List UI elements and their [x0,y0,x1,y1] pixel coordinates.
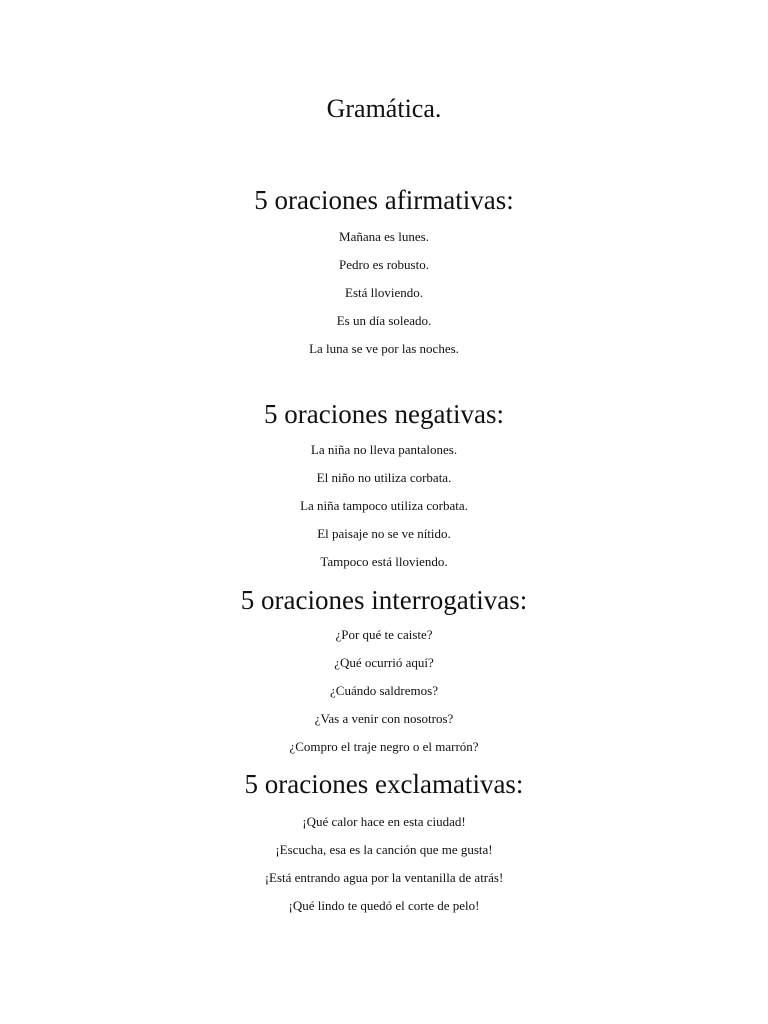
sentence: ¿Cuándo saldremos? [330,683,438,698]
section-heading-exclamativas: 5 oraciones exclamativas: [244,769,524,799]
sentence: La niña tampoco utiliza corbata. [300,498,468,513]
sentence: El niño no utiliza corbata. [316,470,452,485]
section-heading-afirmativas: 5 oraciones afirmativas: [254,185,514,215]
section-heading-interrogativas: 5 oraciones interrogativas: [240,585,528,615]
sentence: ¿Qué ocurrió aquí? [334,655,434,670]
sentence: Pedro es robusto. [339,257,429,272]
section-heading-negativas: 5 oraciones negativas: [264,399,504,429]
sentence: Tampoco está lloviendo. [320,554,448,569]
sentence: ¡Está entrando agua por la ventanilla de atrás! [264,870,504,885]
sentence: ¡Escucha, esa es la canción que me gusta! [275,842,493,857]
sentence: La niña no lleva pantalones. [310,442,458,457]
sentence: ¿Por qué te caiste? [335,627,433,642]
sentence: ¡Qué calor hace en esta ciudad! [302,814,466,829]
sentence: Mañana es lunes. [339,229,429,244]
sentence: Es un día soleado. [336,313,432,328]
sentence: ¡Qué lindo te quedó el corte de pelo! [288,898,480,913]
document-title: Gramática. [326,94,442,123]
sentence: ¿Vas a venir con nosotros? [314,711,454,726]
sentence: La luna se ve por las noches. [309,341,459,356]
sentence: Está lloviendo. [345,285,423,300]
sentence: El paisaje no se ve nítido. [317,526,451,541]
sentence: ¿Compro el traje negro o el marrón? [289,739,479,754]
